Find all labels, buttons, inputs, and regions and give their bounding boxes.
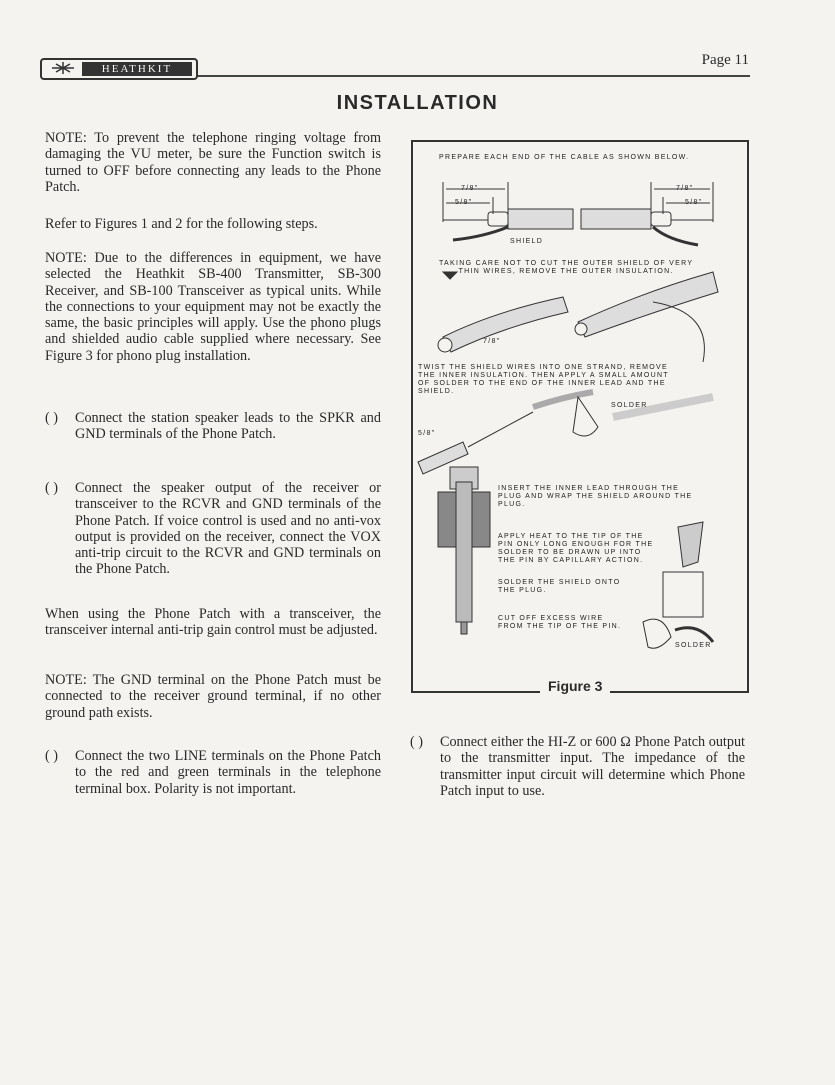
checkbox[interactable]: ( ): [45, 748, 58, 764]
dimension-5-8-right: 5/8": [685, 199, 703, 206]
dimension-5-8-strip: 5/8": [418, 430, 436, 437]
checkbox[interactable]: ( ): [410, 734, 423, 750]
dimension-5-8-left: 5/8": [455, 199, 473, 206]
step-text: Connect the speaker output of the receiver or transceiver to the RCVR and GND terminals of the Phone Patch. If voice control is used and no anti-vox output is provided on the receiver, connect the VOX anti-trip circuit to the RCVR and GND terminals on the Phone Patch.: [75, 480, 381, 578]
step-receiver-output: [45, 480, 381, 578]
solder-label-bottom: SOLDER: [675, 642, 712, 649]
dimension-7-8-strip: 7/8": [483, 338, 501, 345]
solder-label-top: SOLDER: [611, 402, 648, 409]
heathkit-logo: [40, 58, 198, 80]
note-equipment: NOTE: Due to the differences in equipment, we have selected the Heathkit SB-400 Transmitter, SB-300 Receiver, and SB-100 Transceiver as typical units. While the connections to your equipment may not be exactly the same, the basic principles will apply. Use the phono plugs and shielded audio cable supplied where necessary. See Figure 3 for phono plug installation.: [45, 250, 381, 364]
checkbox[interactable]: ( ): [45, 480, 58, 496]
step-line-terminals: [45, 748, 381, 797]
dimension-7-8-left: 7/8": [461, 185, 479, 192]
dimension-7-8-right: 7/8": [676, 185, 694, 192]
figure-3: [411, 140, 749, 693]
taking-care-instruction: TAKING CARE NOT TO CUT THE OUTER SHIELD OF VERY THIN WIRES, REMOVE THE OUTER INSULATION.: [439, 260, 694, 275]
step-text: Connect the two LINE terminals on the Phone Patch to the red and green terminals in the telephone terminal box. Polarity is not important.: [75, 748, 381, 797]
figure-caption: Figure 3: [540, 678, 610, 694]
step-speaker-leads: [45, 410, 381, 443]
note-ringing-voltage: NOTE: To prevent the telephone ringing voltage from damaging the VU meter, be sure the Function switch is turned to OFF before connecting any leads to the Phone Patch.: [45, 130, 381, 195]
prepare-instruction: PREPARE EACH END OF THE CABLE AS SHOWN BELOW.: [439, 154, 690, 161]
solder-shield-instruction: SOLDER THE SHIELD ONTO THE PLUG.: [498, 579, 621, 594]
transceiver-note: When using the Phone Patch with a transceiver, the transceiver internal anti-trip gain control must be adjusted.: [45, 606, 381, 639]
page-title: INSTALLATION: [336, 92, 499, 114]
twist-instruction: TWIST THE SHIELD WIRES INTO ONE STRAND, REMOVE THE INNER INSULATION. THEN APPLY A SMALL AMOUNT OF SOLDER TO THE END OF THE INNER LEAD AND THE SHIELD.: [418, 364, 669, 395]
refer-figures: Refer to Figures 1 and 2 for the following steps.: [45, 216, 318, 232]
insert-instruction: INSERT THE INNER LEAD THROUGH THE PLUG AND WRAP THE SHIELD AROUND THE PLUG.: [498, 485, 693, 508]
page-number: Page 11: [701, 52, 749, 68]
shield-label: SHIELD: [510, 238, 544, 245]
step-text: Connect the station speaker leads to the SPKR and GND terminals of the Phone Patch.: [75, 410, 381, 443]
step-text: Connect either the HI-Z or 600 Ω Phone Patch output to the transmitter input. The impedance of the transmitter input circuit will determine which Phone Patch input to use.: [440, 734, 745, 799]
cut-off-instruction: CUT OFF EXCESS WIRE FROM THE TIP OF THE PIN.: [498, 615, 622, 630]
step-phone-patch-output: [410, 734, 745, 799]
logo-emblem-icon: [50, 61, 76, 75]
checkbox[interactable]: ( ): [45, 410, 58, 426]
note-gnd: NOTE: The GND terminal on the Phone Patch must be connected to the receiver ground terminal, if no other ground path exists.: [45, 672, 381, 721]
logo-text: HEATHKIT: [82, 62, 192, 76]
apply-heat-instruction: APPLY HEAT TO THE TIP OF THE PIN ONLY LONG ENOUGH FOR THE SOLDER TO BE DRAWN UP INTO THE PIN BY CAPILLARY ACTION.: [498, 533, 654, 564]
cable-preparation-illustration: [413, 142, 747, 691]
